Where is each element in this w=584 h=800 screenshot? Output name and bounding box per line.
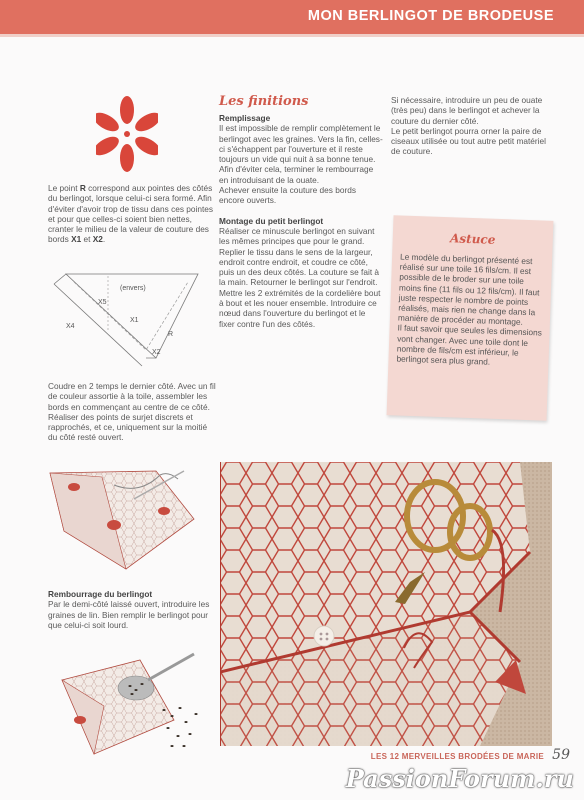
flower-icon — [96, 94, 158, 174]
astuce-para-2: Il faut savoir que seules les dimensions vont changer. Avec une toile dont le nombre de fils/cm est inférieur, le berlingot sera plus grand. — [396, 322, 543, 367]
intro-r: R — [79, 183, 86, 193]
filling-illustration — [44, 650, 204, 758]
right-column — [391, 95, 551, 162]
intro-x2: X2 — [92, 234, 103, 245]
intro-part-2: correspond aux pointes des côtés du berlingot, lorsque celui-ci sera formé. Afin d'éviter d'avoir trop de tissu dans ces pointes et pour que celles-ci soient bien nettes, cranter le milieu de la valeur de couture des bords — [48, 183, 214, 245]
right-para-2: Le petit berlingot pourra orner la paire de ciseaux utilisée ou tout autre petit matériel de couture. — [391, 125, 546, 157]
diagram-label-x4: X4 — [66, 323, 75, 330]
page-number: 59 — [552, 747, 570, 763]
berlingot-photo — [220, 462, 552, 746]
intro-part-1: Le point — [48, 183, 80, 193]
footer-title: LES 12 MERVEILLES BRODÉES DE MARIE — [370, 752, 544, 761]
folding-diagram — [48, 262, 220, 374]
watermark: PassionForum.ru — [345, 764, 574, 793]
section-title: Les finitions — [219, 94, 309, 109]
right-para-1: Si nécessaire, introduire un peu de ouate (très peu) dans le berlingot et achever la couture du dernier côté. — [391, 95, 543, 126]
header-rule — [0, 34, 584, 37]
photo-illustration — [220, 462, 552, 746]
sewing-illustration — [44, 465, 200, 571]
diagram-label-x1: X1 — [130, 317, 139, 324]
astuce-para-1: Le modèle du berlingot présenté est réalisé sur une toile 16 fils/cm. Il est possible de le broder sur une toile moins fine (11 fils ou 12 fils/cm). Il faut juste respecter le nombre de points réalisés, mais rien ne change dans la manière de procéder au montage. — [397, 251, 540, 328]
intro-x1: X1 — [71, 234, 82, 245]
remplissage-para-2: Afin d'éviter cela, terminer le rembourrage en introduisant de la ouate. — [219, 164, 374, 185]
astuce-text — [396, 252, 546, 369]
diagram-label-r: R — [168, 331, 174, 338]
montage-para-2: Replier le tissu dans le sens de la largeur, endroit contre endroit, et coudre ce côté, puis un des deux côtés. La couture se fait à la main. Retourner le berlingot sur l'endroit. Mettre les 2 extrémités de la cordelière bout à bout et les nouer ensemble. Introduire ce nœud dans l'ouverture du berlingot et le fixer contre l'un des côtés. — [219, 246, 381, 329]
intro-text — [48, 183, 220, 245]
astuce-title: Astuce — [449, 231, 496, 247]
rembourrage-text: Par le demi-côté laissé ouvert, introduire les graines de lin. Bien remplir le berlingot pour que celui-ci soit lourd. — [48, 599, 210, 630]
montage-para-1: Réaliser ce minuscule berlingot en suivant les mêmes principes que pour le grand. — [219, 225, 375, 247]
intro-end: . — [102, 234, 106, 245]
remplissage-title: Remplissage — [219, 113, 271, 123]
diagram-label-x5: X5 — [98, 299, 107, 306]
middle-column — [219, 113, 383, 334]
remplissage-para-3: Achever ensuite la couture des bords encore ouverts. — [219, 185, 356, 206]
astuce-box — [387, 215, 554, 420]
intro-et: et — [81, 234, 93, 245]
rembourrage-title: Rembourrage du berlingot — [48, 589, 153, 599]
diagram-label-x2: X2 — [152, 349, 161, 356]
remplissage-para-1: Il est impossible de remplir complètement le berlingot avec les graines. Vers la fin, celles-ci s'échappent par l'ouverture et il reste toujours un vide qui nuit à sa bonne tenue. — [219, 123, 383, 165]
montage-title: Montage du petit berlingot — [219, 215, 324, 226]
rembourrage-block — [48, 589, 218, 630]
couture-text: Coudre en 2 temps le dernier côté. Avec un fil de couleur assortie à la toile, assembler les bords en commençant au centre de ce côté. Réaliser des points de surjet discrets et rapprochés, et ce, uniquement sur la moitié du côté resté ouvert. — [48, 381, 216, 443]
page-header-title: MON BERLINGOT DE BRODEUSE — [307, 8, 554, 24]
diagram-label-envers: (envers) — [120, 285, 146, 292]
